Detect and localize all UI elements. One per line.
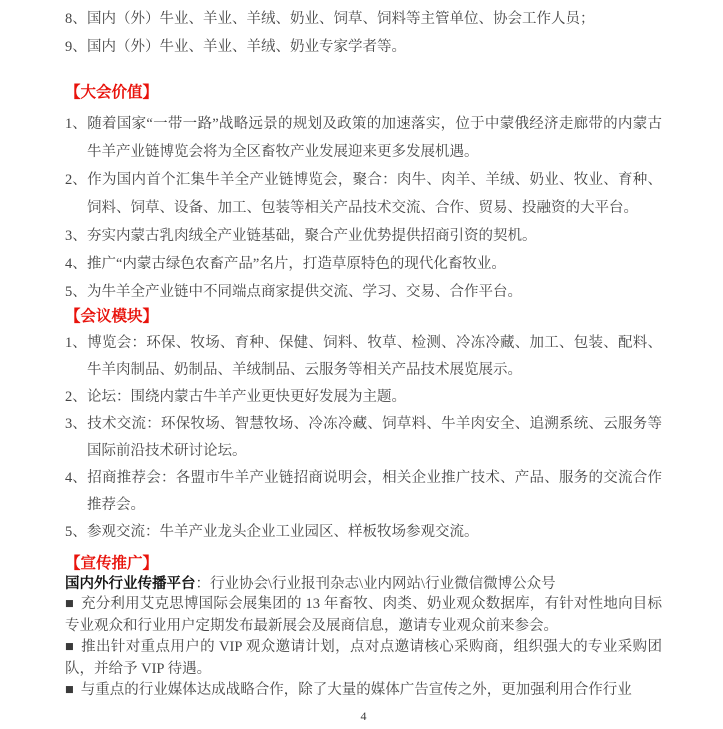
list-marker: 1、	[65, 116, 87, 132]
list-text: 参观交流：牛羊产业龙头企业工业园区、样板牧场参观交流。	[87, 524, 479, 540]
list-marker: 9、	[65, 39, 87, 55]
page-number: 4	[360, 708, 367, 723]
platform-text: ：行业协会\行业报刊杂志\业内网站\行业微信微博公众号	[195, 576, 556, 592]
list-item	[65, 166, 662, 222]
list-item	[65, 33, 662, 61]
bullet-text: 充分利用艾克思博国际会展集团的 13 年畜牧、肉类、奶业观众数据库，有针对性地向目标专业观众和行业用户定期发布最新展会及展商信息，邀请专业观众前来参会。	[65, 596, 662, 634]
list-item	[65, 278, 662, 306]
list-item	[65, 330, 662, 384]
list-marker: 8、	[65, 11, 87, 27]
bullet-item	[65, 637, 662, 680]
section-title-conference-modules: 【会议模块】	[65, 308, 159, 325]
list-marker: 4、	[65, 256, 87, 272]
list-item	[65, 222, 662, 250]
list-marker: 3、	[65, 416, 87, 432]
list-marker: 3、	[65, 228, 87, 244]
platform-line	[65, 574, 662, 594]
list-text: 招商推荐会：各盟市牛羊产业链招商说明会，相关企业推广技术、产品、服务的交流合作推荐会。	[87, 470, 662, 513]
list-marker: 5、	[65, 284, 87, 300]
list-item	[65, 384, 662, 411]
section-conference-modules	[65, 330, 662, 546]
bullet-item	[65, 680, 662, 702]
list-text: 博览会：环保、牧场、育种、保健、饲料、牧草、检测、冷冻冷藏、加工、包装、配料、牛羊肉制品、奶制品、羊绒制品、云服务等相关产品技术展览展示。	[87, 335, 662, 378]
list-text: 论坛：围绕内蒙古牛羊产业更快更好发展为主题。	[87, 389, 406, 405]
bullet-text: 与重点的行业媒体达成战略合作，除了大量的媒体广告宣传之外，更加强利用合作行业	[80, 682, 632, 698]
list-text: 技术交流：环保牧场、智慧牧场、冷冻冷藏、饲草料、牛羊肉安全、追溯系统、云服务等国际前沿技术研讨论坛。	[87, 416, 662, 459]
bullet-text: 推出针对重点用户的 VIP 观众邀请计划，点对点邀请核心采购商，组织强大的专业采购团队，并给予 VIP 待遇。	[65, 639, 662, 677]
list-marker: 1、	[65, 335, 87, 351]
list-item	[65, 5, 662, 33]
section-conference-value	[65, 110, 662, 306]
square-bullet-icon: ■	[65, 596, 74, 612]
list-marker: 2、	[65, 172, 87, 188]
list-text: 国内（外）牛业、羊业、羊绒、奶业、饲草、饲料等主管单位、协会工作人员；	[87, 11, 595, 27]
list-text: 作为国内首个汇集牛羊全产业链博览会，聚合：肉牛、肉羊、羊绒、奶业、牧业、育种、饲料、饲草、设备、加工、包装等相关产品技术交流、合作、贸易、投融资的大平台。	[87, 172, 662, 216]
list-text: 夯实内蒙古乳肉绒全产业链基础，聚合产业优势提供招商引资的契机。	[87, 228, 537, 244]
list-marker: 5、	[65, 524, 87, 540]
list-text: 为牛羊全产业链中不同端点商家提供交流、学习、交易、合作平台。	[87, 284, 522, 300]
list-item	[65, 250, 662, 278]
list-item	[65, 519, 662, 546]
section-promotion	[65, 574, 662, 702]
list-item	[65, 465, 662, 519]
list-marker: 2、	[65, 389, 87, 405]
square-bullet-icon: ■	[65, 639, 74, 655]
list-text: 国内（外）牛业、羊业、羊绒、奶业专家学者等。	[87, 39, 406, 55]
list-item	[65, 110, 662, 166]
list-marker: 4、	[65, 470, 87, 486]
bullet-item	[65, 594, 662, 637]
section-title-conference-value: 【大会价值】	[65, 84, 159, 101]
list-text: 随着国家“一带一路”战略远景的规划及政策的加速落实，位于中蒙俄经济走廊带的内蒙古牛羊产业链博览会将为全区畜牧产业发展迎来更多发展机遇。	[87, 116, 662, 160]
section-title-promotion: 【宣传推广】	[65, 555, 159, 572]
square-bullet-icon: ■	[65, 682, 74, 698]
list-text: 推广“内蒙古绿色农畜产品”名片，打造草原特色的现代化畜牧业。	[87, 256, 506, 272]
list-item	[65, 411, 662, 465]
platform-label: 国内外行业传播平台	[65, 576, 196, 592]
